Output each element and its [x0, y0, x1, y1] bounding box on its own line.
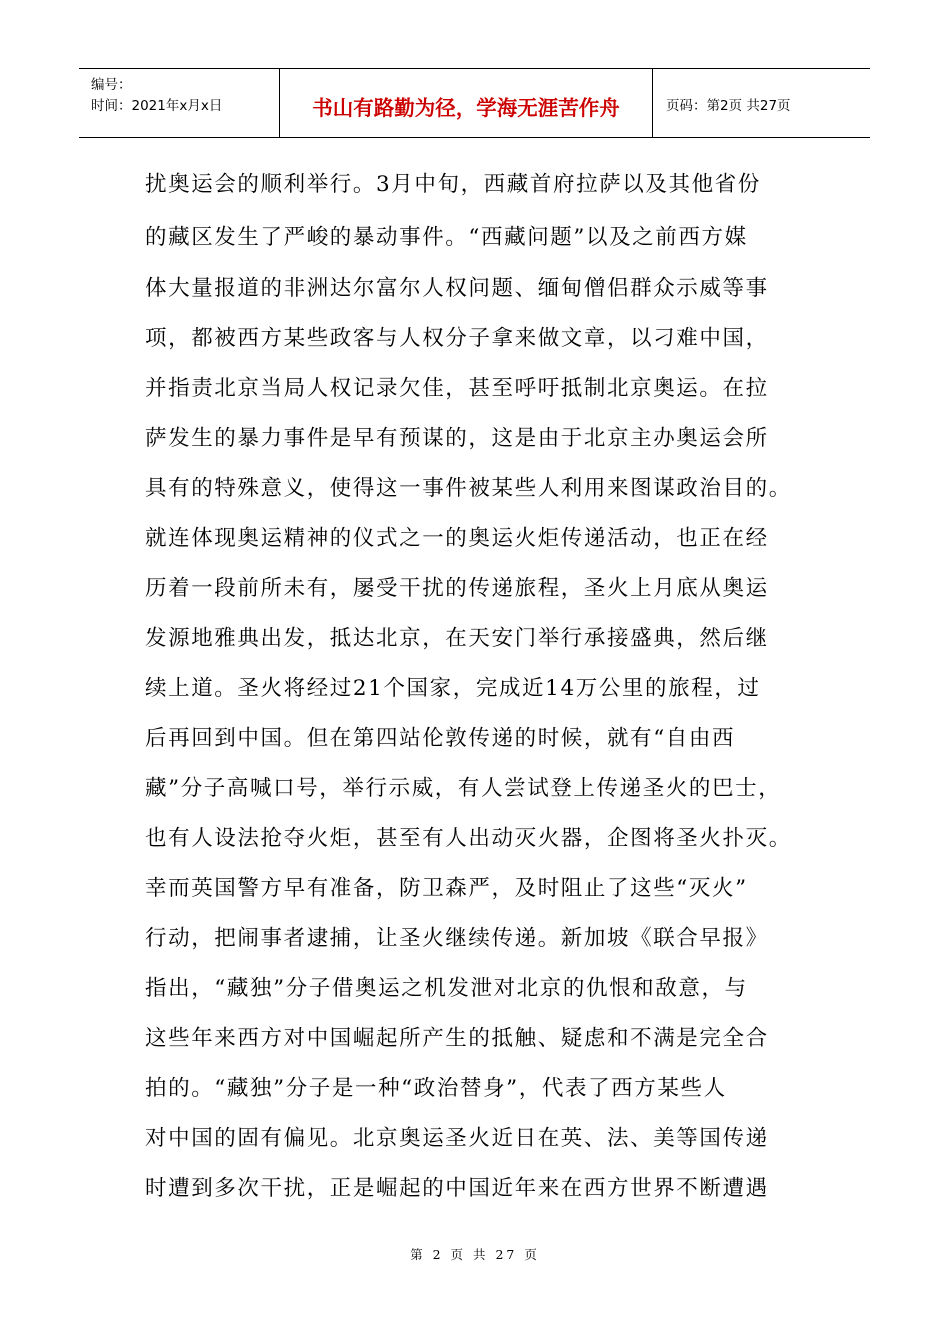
body-line: 历着一段前所未有，屡受干扰的传递旅程，圣火上月底从奥运 [145, 576, 769, 601]
motto-text: 书山有路勤为径，学海无涯苦作舟 [312, 96, 620, 120]
body-line: 这些年来西方对中国崛起所产生的抵触、疑虑和不满是完全合 [145, 1026, 769, 1051]
body-line: 扰奥运会的顺利举行。3月中旬，西藏首府拉萨以及其他省份 [145, 172, 761, 197]
body-line: 续上道。圣火将经过21个国家，完成近14万公里的旅程，过 [145, 676, 761, 701]
body-line: 萨发生的暴力事件是早有预谋的，这是由于北京主办奥运会所 [145, 426, 769, 451]
serial-label: 编号： [91, 77, 132, 93]
body-line: 对中国的固有偏见。北京奥运圣火近日在英、法、美等国传递 [145, 1126, 769, 1151]
body-line: 的藏区发生了严峻的暴动事件。“西藏问题”以及之前西方媒 [145, 225, 748, 250]
header-page-cell [653, 69, 870, 137]
body-line: 拍的。“藏独”分子是一种“政治替身”，代表了西方某些人 [145, 1076, 727, 1101]
body-line: 并指责北京当局人权记录欠佳，甚至呼吁抵制北京奥运。在拉 [145, 376, 769, 401]
body-line: 就连体现奥运精神的仪式之一的奥运火炬传递活动，也正在经 [145, 526, 769, 551]
body-line: 指出，“藏独”分子借奥运之机发泄对北京的仇恨和敌意，与 [145, 976, 748, 1001]
page-code: 页码：第2页 共27页 [666, 98, 791, 114]
page-footer: 第 2 页 共 27 页 [410, 1247, 540, 1262]
body-line: 行动，把闹事者逮捕，让圣火继续传递。新加坡《联合早报》 [145, 926, 769, 951]
body-line: 项，都被西方某些政客与人权分子拿来做文章，以刁难中国， [145, 326, 769, 351]
header-motto-cell [280, 69, 653, 137]
header-info-cell [79, 69, 280, 137]
body-line: 发源地雅典出发，抵达北京，在天安门举行承接盛典，然后继 [145, 626, 769, 651]
body-line: 也有人设法抢夺火炬，甚至有人出动灭火器，企图将圣火扑灭。 [145, 826, 792, 851]
body-line: 时遭到多次干扰，正是崛起的中国近年来在西方世界不断遭遇 [145, 1176, 769, 1201]
body-line: 藏”分子高喊口号，举行示威，有人尝试登上传递圣火的巴士， [145, 776, 782, 801]
body-line: 幸而英国警方早有准备，防卫森严，及时阻止了这些“灭火” [145, 876, 748, 901]
body-line: 体大量报道的非洲达尔富尔人权问题、缅甸僧侣群众示威等事 [145, 276, 769, 301]
body-line: 具有的特殊意义，使得这一事件被某些人利用来图谋政治目的。 [145, 476, 792, 501]
body-line: 后再回到中国。但在第四站伦敦传递的时候，就有“自由西 [145, 726, 736, 751]
page-header [79, 68, 870, 138]
date-line: 时间：2021年x月x日 [91, 98, 223, 114]
